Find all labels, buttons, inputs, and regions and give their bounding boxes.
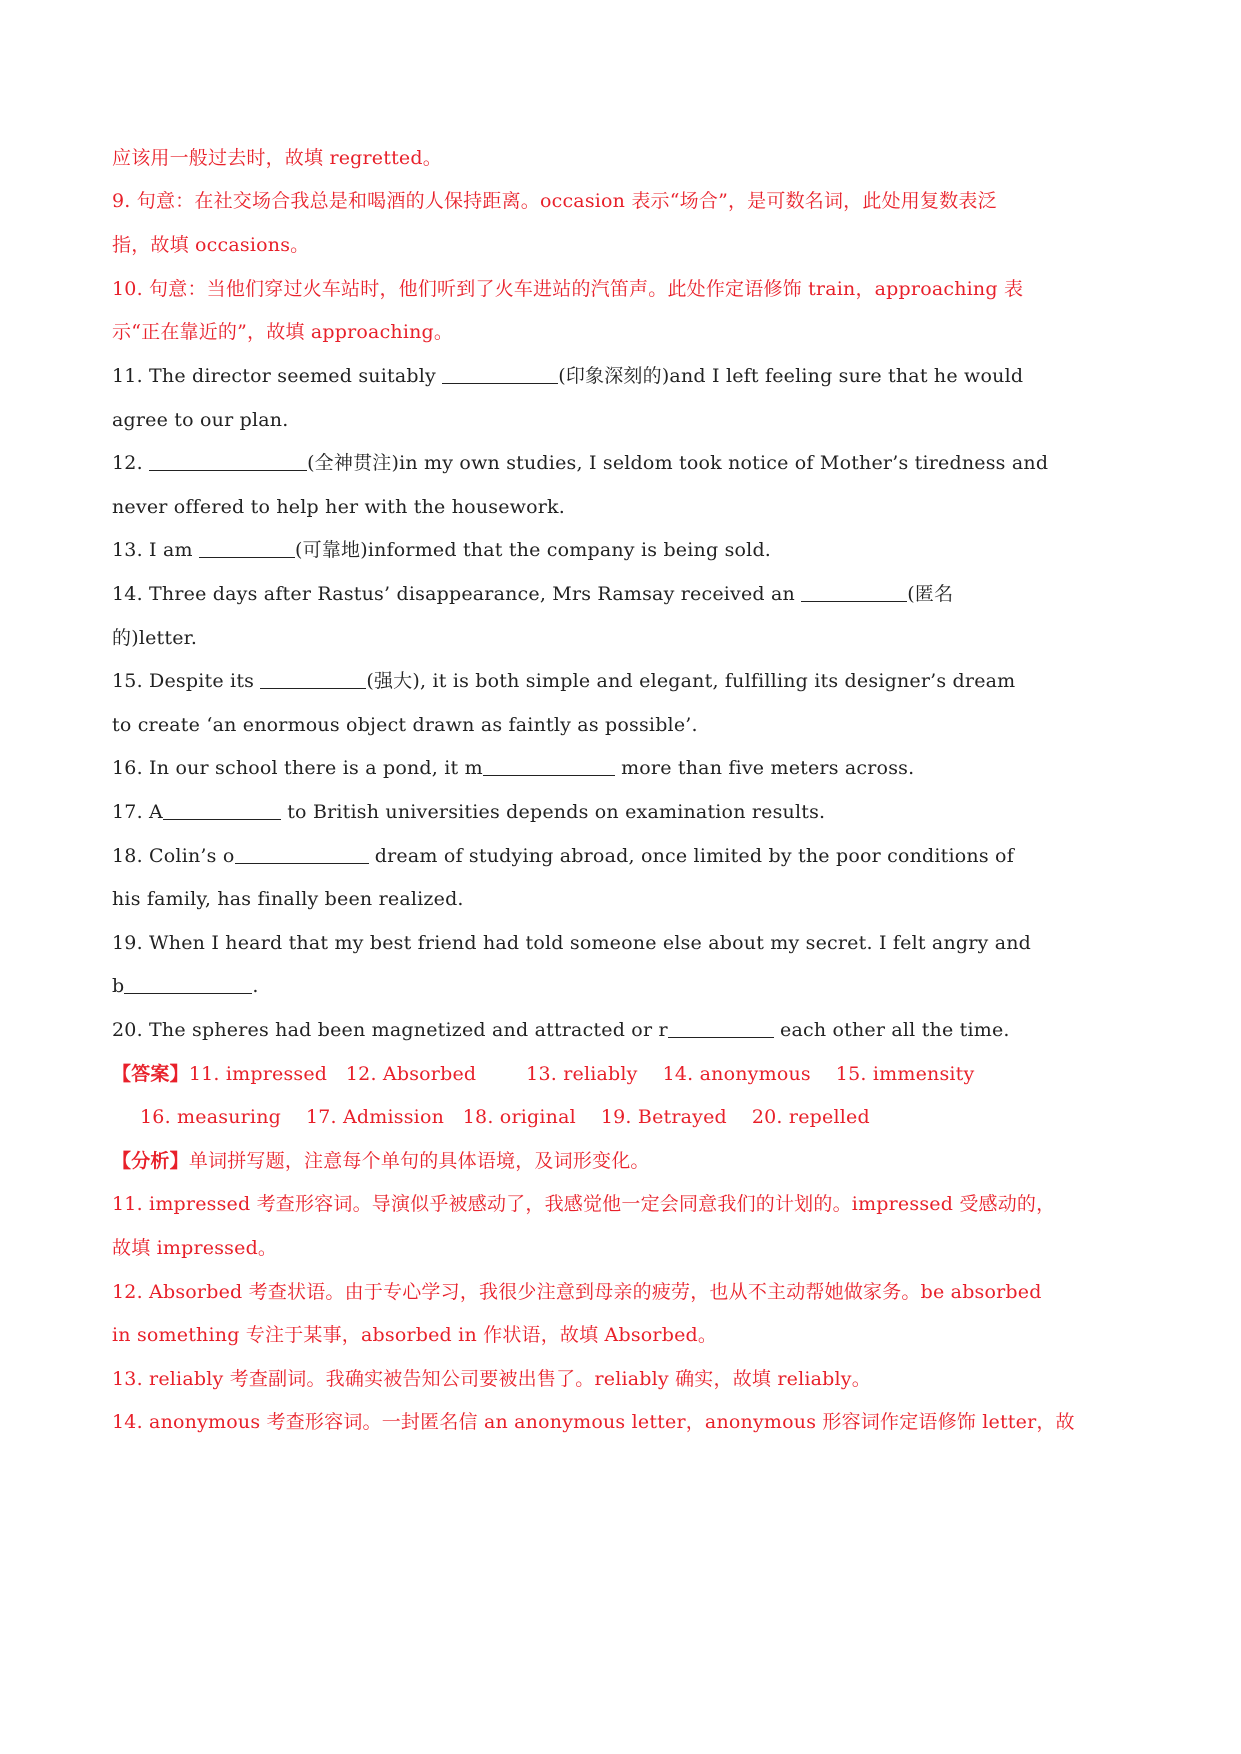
question-12-cont: never offered to help her with the housework. [112, 496, 565, 518]
explanation-line: 12. Absorbed 考查状语。由于专心学习，我很少注意到母亲的疲劳，也从不主动帮她做家务。be absorbed [112, 1281, 1042, 1303]
question-11-cont: agree to our plan. [112, 409, 289, 431]
explanation-line: 11. impressed 考查形容词。导演似乎被感动了，我感觉他一定会同意我们的计划的。impressed 受感动的， [112, 1193, 1056, 1215]
answer-blank[interactable] [260, 670, 366, 689]
answer-blank[interactable] [442, 365, 558, 384]
answer-blank[interactable] [668, 1019, 774, 1038]
question-19-cont: b . [112, 975, 259, 997]
answer-key: 【答案】11. impressed 12. Absorbed 13. reliably 14. anonymous 15. immensity [112, 1063, 975, 1085]
question-14: 14. Three days after Rastus’ disappearance, Mrs Ramsay received an (匿名 [112, 583, 954, 605]
question-14-cont: 的)letter. [112, 627, 198, 649]
question-12: 12. (全神贯注)in my own studies, I seldom took notice of Mother’s tiredness and [112, 452, 1049, 474]
analysis-label: 【分析】 [112, 1150, 189, 1172]
question-19: 19. When I heard that my best friend had told someone else about my secret. I felt angry and [112, 932, 1032, 954]
explanation-line: 故填 impressed。 [112, 1237, 278, 1259]
answer-blank[interactable] [149, 452, 307, 471]
answer-label: 【答案】 [112, 1063, 189, 1085]
question-16: 16. In our school there is a pond, it m more than five meters across. [112, 757, 915, 779]
explanation-line: in something 专注于某事，absorbed in 作状语，故填 Absorbed。 [112, 1324, 718, 1346]
answer-key-cont: 16. measuring 17. Admission 18. original 19. Betrayed 20. repelled [140, 1106, 870, 1128]
question-15: 15. Despite its (强大), it is both simple and elegant, fulfilling its designer’s dream [112, 670, 1016, 692]
analysis: 【分析】单词拼写题，注意每个单句的具体语境，及词形变化。 [112, 1150, 650, 1172]
answer-blank[interactable] [163, 801, 281, 820]
explanation-line: 9. 句意：在社交场合我总是和喝酒的人保持距离。occasion 表示“场合”，是可数名词，此处用复数表泛 [112, 190, 997, 212]
question-15-cont: to create ‘an enormous object drawn as faintly as possible’. [112, 714, 698, 736]
answer-blank[interactable] [199, 539, 295, 558]
explanation-line: 13. reliably 考查副词。我确实被告知公司要被出售了。reliably 确实，故填 reliably。 [112, 1368, 871, 1390]
answer-blank[interactable] [801, 583, 907, 602]
explanation-line: 示“正在靠近的”，故填 approaching。 [112, 321, 454, 343]
explanation-line: 10. 句意：当他们穿过火车站时，他们听到了火车进站的汽笛声。此处作定语修饰 train，approaching 表 [112, 278, 1024, 300]
question-18: 18. Colin’s o dream of studying abroad, once limited by the poor conditions of [112, 845, 1014, 867]
explanation-line: 14. anonymous 考查形容词。一封匿名信 an anonymous letter，anonymous 形容词作定语修饰 letter，故 [112, 1411, 1075, 1433]
explanation-line: 指，故填 occasions。 [112, 234, 310, 256]
question-11: 11. The director seemed suitably (印象深刻的)and I left feeling sure that he would [112, 365, 1024, 387]
answer-blank[interactable] [483, 757, 615, 776]
answer-blank[interactable] [124, 975, 252, 994]
question-18-cont: his family, has finally been realized. [112, 888, 464, 910]
question-20: 20. The spheres had been magnetized and attracted or r each other all the time. [112, 1019, 1010, 1041]
question-13: 13. I am (可靠地)informed that the company is being sold. [112, 539, 772, 561]
explanation-line: 应该用一般过去时，故填 regretted。 [112, 147, 442, 169]
answer-blank[interactable] [235, 845, 369, 864]
question-17: 17. A to British universities depends on examination results. [112, 801, 826, 823]
